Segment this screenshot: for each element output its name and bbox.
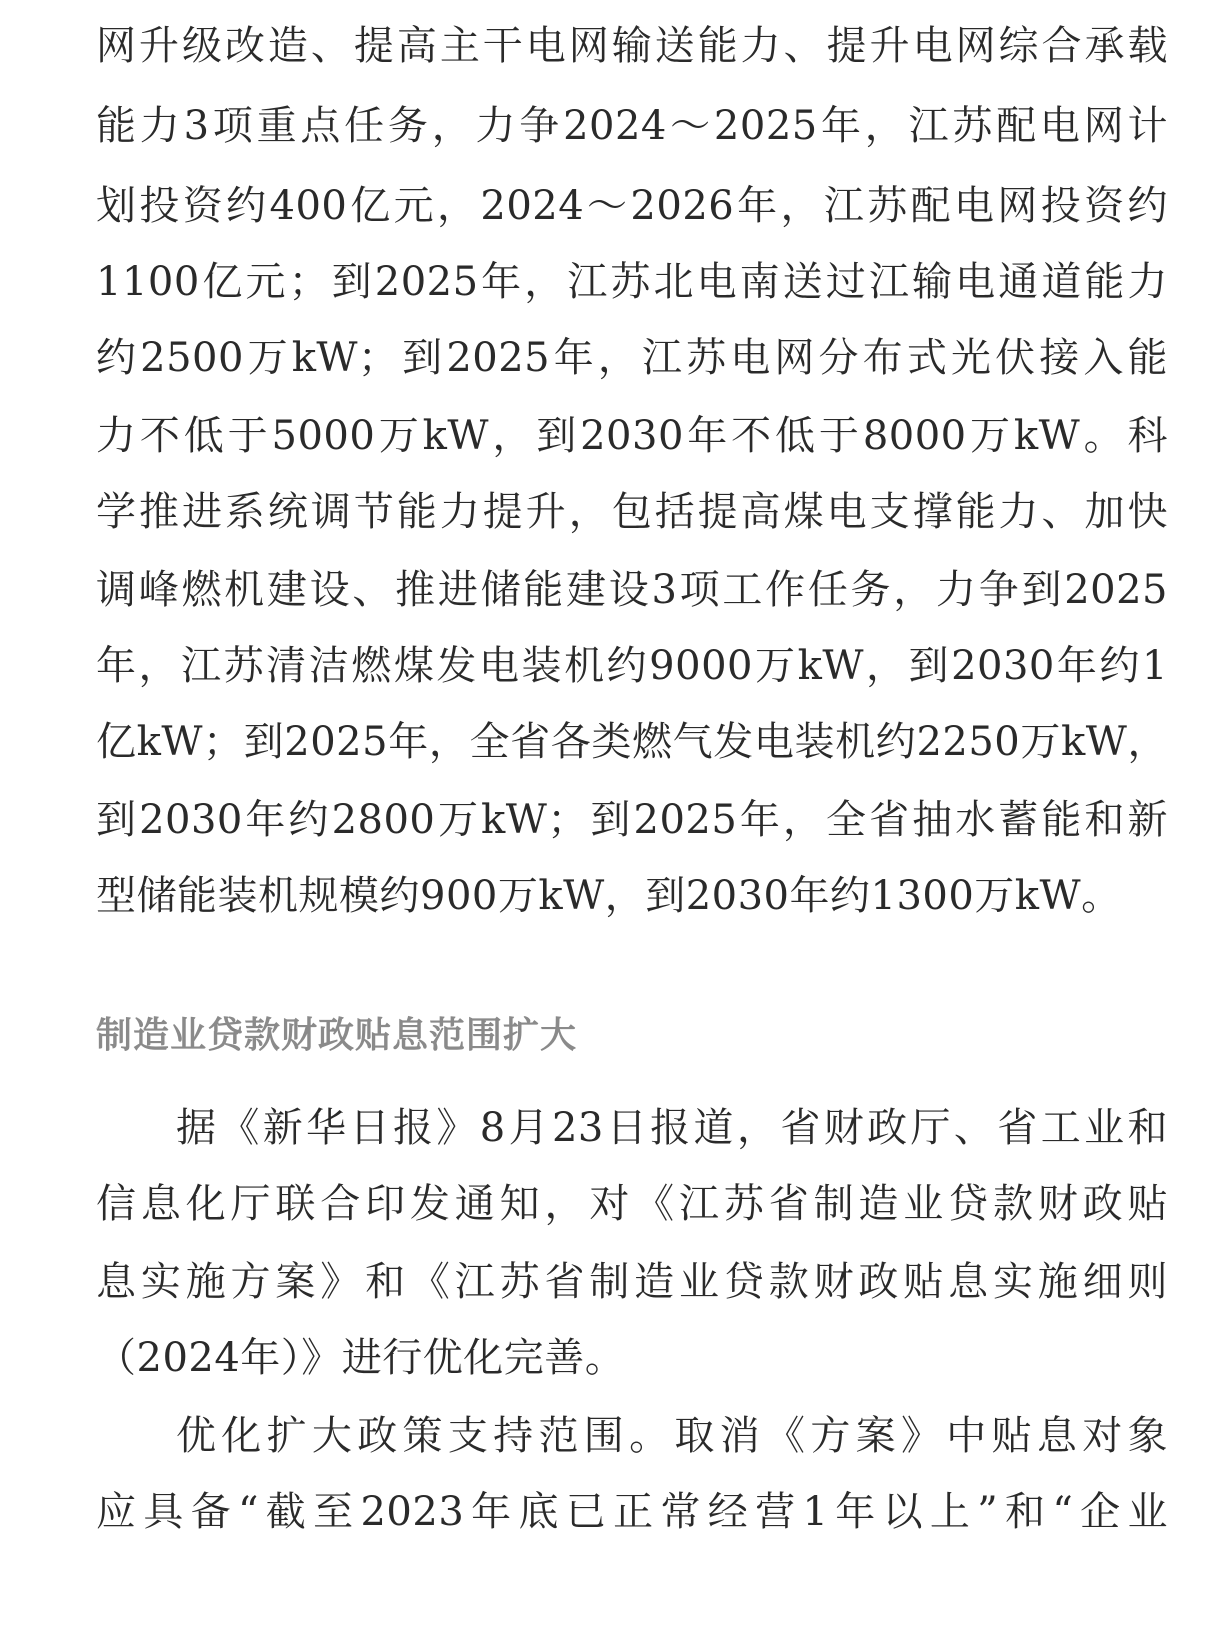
text-line: 亿kW；到2025年，全省各类燃气发电装机约2250万kW，	[96, 719, 1168, 765]
text-line: 网升级改造、提高主干电网输送能力、提升电网综合承载	[96, 23, 1168, 69]
text-line: 学推进系统调节能力提升，包括提高煤电支撑能力、加快	[96, 489, 1168, 535]
text-line: 年，江苏清洁燃煤发电装机约9000万kW，到2030年约1	[96, 643, 1168, 689]
text-line: 据《新华日报》8月23日报道，省财政厅、省工业和	[176, 1105, 1168, 1151]
text-line: 约2500万kW；到2025年，江苏电网分布式光伏接入能	[96, 335, 1168, 381]
text-line: 优化扩大政策支持范围。取消《方案》中贴息对象	[176, 1413, 1168, 1459]
text-line: 到2030年约2800万kW；到2025年，全省抽水蓄能和新	[96, 797, 1168, 843]
text-line: 息实施方案》和《江苏省制造业贷款财政贴息实施细则	[96, 1259, 1168, 1305]
text-line: 应具备“截至2023年底已正常经营1年以上”和“企业	[96, 1489, 1168, 1535]
text-line: 划投资约400亿元，2024～2026年，江苏配电网投资约	[96, 183, 1168, 229]
text-line: 型储能装机规模约900万kW，到2030年约1300万kW。	[96, 873, 1122, 919]
text-line: （2024年）》进行优化完善。	[96, 1335, 626, 1381]
text-line: 力不低于5000万kW，到2030年不低于8000万kW。科	[96, 413, 1168, 459]
section-heading: 制造业贷款财政贴息范围扩大	[96, 1015, 578, 1056]
text-line: 能力3项重点任务，力争2024～2025年，江苏配电网计	[96, 103, 1168, 149]
text-line: 信息化厅联合印发通知，对《江苏省制造业贷款财政贴	[96, 1181, 1168, 1227]
text-line: 1100亿元；到2025年，江苏北电南送过江输电通道能力	[96, 259, 1168, 305]
text-line: 调峰燃机建设、推进储能建设3项工作任务，力争到2025	[96, 567, 1168, 613]
